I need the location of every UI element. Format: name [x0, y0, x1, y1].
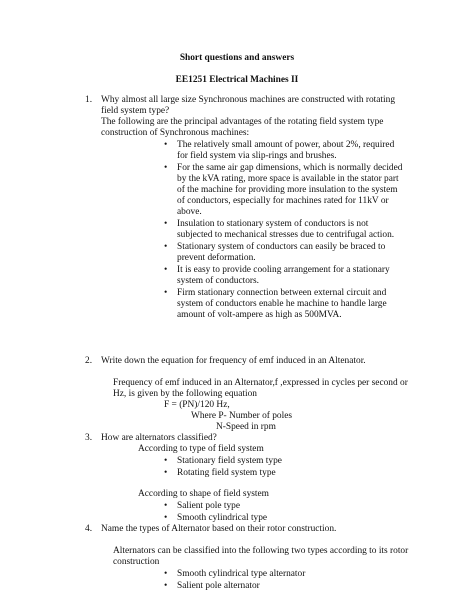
bullet-icon: •: [164, 501, 168, 511]
bullet-icon: •: [164, 581, 168, 591]
q2-where-line: Where P- Number of poles: [191, 411, 293, 421]
bullet-text: It is easy to provide cooling arrangement for a stationary: [177, 265, 390, 275]
bullet-text: Insulation to stationary system of conductors is not: [177, 219, 369, 229]
q2-where-line: N-Speed in rpm: [216, 422, 276, 432]
bullet-text: system of conductors.: [177, 276, 260, 286]
bullet-icon: •: [164, 513, 168, 523]
q1-question-line: field system type?: [101, 106, 170, 116]
bullet-icon: •: [164, 163, 168, 173]
bullet-icon: •: [164, 468, 168, 478]
bullet-text: For the same air gap dimensions, which is normally decided: [177, 163, 403, 173]
bullet-text: system of conductors enable he machine to handle large: [177, 299, 387, 309]
bullet-text: Rotating field system type: [177, 468, 276, 478]
bullet-text: of conductors, especially for machines rated for 11kV or: [177, 196, 389, 206]
doc-subtitle: EE1251 Electrical Machines II: [175, 75, 299, 85]
q4-question: Name the types of Alternator based on their rotor construction.: [101, 524, 337, 534]
bullet-icon: •: [164, 569, 168, 579]
bullet-text: of the machine for providing more insulation to the system: [177, 185, 398, 195]
q3-number: 3.: [85, 433, 93, 443]
q1-question-line: Why almost all large size Synchronous machines are constructed with rotating: [101, 95, 396, 105]
q2-number: 2.: [85, 356, 93, 366]
bullet-text: Stationary field system type: [177, 456, 282, 466]
bullet-text: Smooth cylindrical type: [177, 513, 268, 523]
q2-answer-line: Frequency of emf induced in an Alternator,f ,expressed in cycles per second or: [113, 378, 408, 388]
q1-intro-line: The following are the principal advantages of the rotating field system type: [101, 117, 384, 127]
bullet-text: amount of volt-ampere as high as 500MVA.: [177, 310, 342, 320]
bullet-text: prevent deformation.: [177, 253, 256, 263]
bullet-text: subjected to mechanical stresses due to centrifugal action.: [177, 230, 395, 240]
q3-question: How are alternators classified?: [101, 433, 217, 443]
bullet-text: Firm stationary connection between external circuit and: [177, 288, 387, 298]
doc-title: Short questions and answers: [179, 53, 295, 63]
bullet-text: above.: [177, 207, 202, 217]
bullet-text: Salient pole type: [177, 501, 241, 511]
q4-answer-line: Alternators can be classified into the following two types according to its rotor: [113, 546, 409, 556]
bullet-icon: •: [164, 140, 168, 150]
q3-group-label: According to type of field system: [138, 444, 264, 454]
q4-answer-line: construction: [113, 557, 160, 567]
q4-number: 4.: [85, 524, 93, 534]
bullet-text: by the kVA rating, more space is available in the stator part: [177, 174, 399, 184]
q2-answer-line: Hz, is given by the following equation: [113, 389, 257, 399]
q2-equation: F = (PN)/120 Hz,: [164, 400, 230, 410]
bullet-icon: •: [164, 242, 168, 252]
bullet-text: Stationary system of conductors can easily be braced to: [177, 242, 386, 252]
q2-question: Write down the equation for frequency of emf induced in an Altenator.: [101, 356, 366, 366]
bullet-icon: •: [164, 288, 168, 298]
bullet-text: for field system via slip-rings and brushes.: [177, 151, 337, 161]
bullet-text: Smooth cylindrical type alternator: [177, 569, 306, 579]
bullet-text: Salient pole alternator: [177, 581, 260, 591]
bullet-icon: •: [164, 456, 168, 466]
bullet-icon: •: [164, 219, 168, 229]
bullet-icon: •: [164, 265, 168, 275]
q3-group-label: According to shape of field system: [138, 489, 269, 499]
q1-number: 1.: [85, 95, 93, 105]
q1-intro-line: construction of Synchronous machines:: [101, 128, 250, 138]
bullet-text: The relatively small amount of power, about 2%, required: [177, 140, 395, 150]
